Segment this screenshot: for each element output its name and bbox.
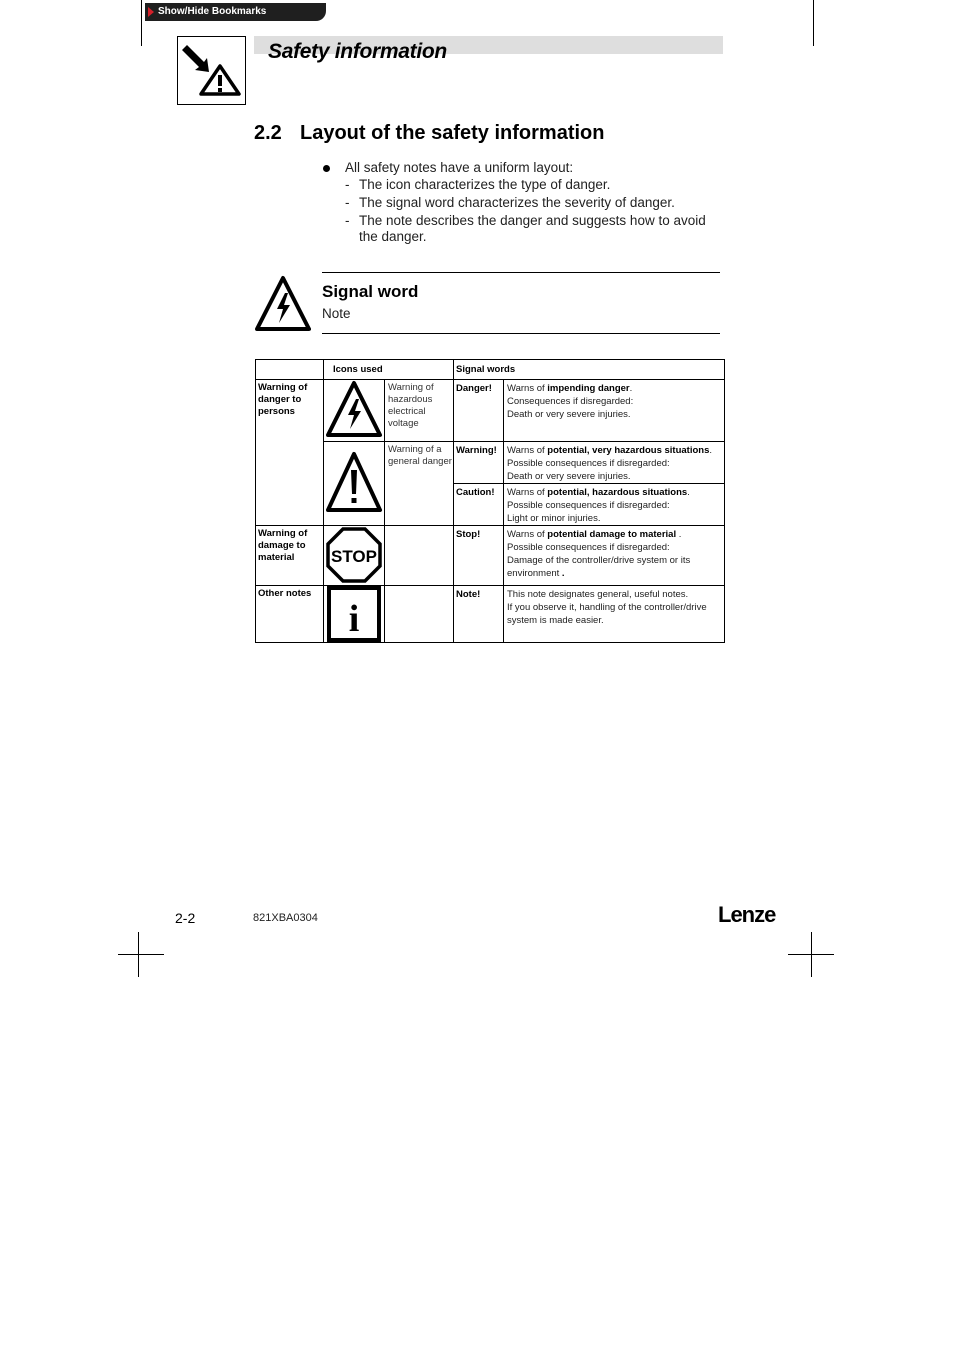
icon-cell (324, 442, 385, 526)
bullet-icon (323, 165, 330, 172)
section-heading (254, 122, 604, 145)
list-subitem: - The signal word characterizes the severity of danger. (345, 195, 675, 210)
crop-mark (141, 0, 142, 46)
category-other: Other notes (256, 586, 324, 643)
header-icon-box (177, 36, 246, 105)
table-row (256, 526, 725, 586)
show-hide-bookmarks-button[interactable] (145, 3, 326, 21)
general-danger-warning-icon (325, 442, 383, 514)
bookmark-label: Show/Hide Bookmarks (158, 6, 267, 17)
crop-mark (788, 954, 834, 955)
crop-mark (813, 0, 814, 46)
signal-description: Warns of potential damage to material . Possible consequences if disregarded: Damage of the controller/drive system or its environment . (504, 526, 725, 586)
section-title: Layout of the safety information (300, 122, 605, 144)
icon-cell (324, 526, 385, 586)
signal-description: Warns of impending danger. Consequences if disregarded: Death or very severe injuries. (504, 380, 725, 442)
signal-word: Warning! (454, 442, 504, 484)
document-number: 821XBA0304 (253, 912, 318, 924)
category-material: Warning of damage to material (256, 526, 324, 586)
list-subitem: - The icon characterizes the type of danger. (345, 177, 611, 192)
intro-list (322, 160, 727, 247)
table-row (256, 586, 725, 643)
icon-cell (324, 586, 385, 643)
section-number: 2.2 (254, 122, 282, 144)
signal-description: Warns of potential, hazardous situations. Possible consequences if disregarded: Light or minor injuries. (504, 484, 725, 526)
signal-word: Caution! (454, 484, 504, 526)
triangle-right-icon (148, 7, 154, 17)
table-header-icons: Icons used (324, 360, 454, 380)
page-header-title: Safety information (268, 40, 447, 63)
table-row (256, 380, 725, 442)
icon-description: Warning of a general danger (385, 442, 454, 526)
table-header-row (256, 360, 725, 380)
icon-description: Warning of hazardous electrical voltage (385, 380, 454, 442)
table-header-signals: Signal words (454, 360, 725, 380)
safety-table (255, 359, 725, 643)
electrical-voltage-warning-icon (255, 275, 311, 331)
brand-logo: Lenze (718, 902, 776, 927)
icon-cell (324, 380, 385, 442)
signal-description: This note designates general, useful notes. If you observe it, handling of the controller/drive system is made easier. (504, 586, 725, 643)
electrical-voltage-warning-icon (325, 380, 383, 438)
table-header-cell (256, 360, 324, 380)
svg-text:i: i (348, 598, 360, 640)
svg-text:STOP: STOP (331, 547, 377, 566)
icon-description (385, 526, 454, 586)
divider (322, 272, 720, 273)
signal-word-title: Signal word (322, 282, 419, 301)
signal-word: Stop! (454, 526, 504, 586)
signal-word: Note! (454, 586, 504, 643)
stop-sign-icon (325, 526, 383, 584)
list-item: All safety notes have a uniform layout: (322, 160, 727, 175)
signal-word-note: Note (322, 306, 351, 321)
table-row (256, 442, 725, 484)
list-subitem: - The note describes the danger and suggests how to avoid the danger. (345, 213, 706, 244)
signal-description: Warns of potential, very hazardous situations. Possible consequences if disregarded: Death or very severe injuries. (504, 442, 725, 484)
page-number: 2-2 (175, 910, 196, 926)
arrow-warning-icon (178, 37, 245, 104)
icon-description (385, 586, 454, 643)
info-icon (325, 586, 383, 642)
divider (322, 333, 720, 334)
category-persons: Warning of danger to persons (256, 380, 324, 526)
crop-mark (118, 954, 164, 955)
signal-word: Danger! (454, 380, 504, 442)
